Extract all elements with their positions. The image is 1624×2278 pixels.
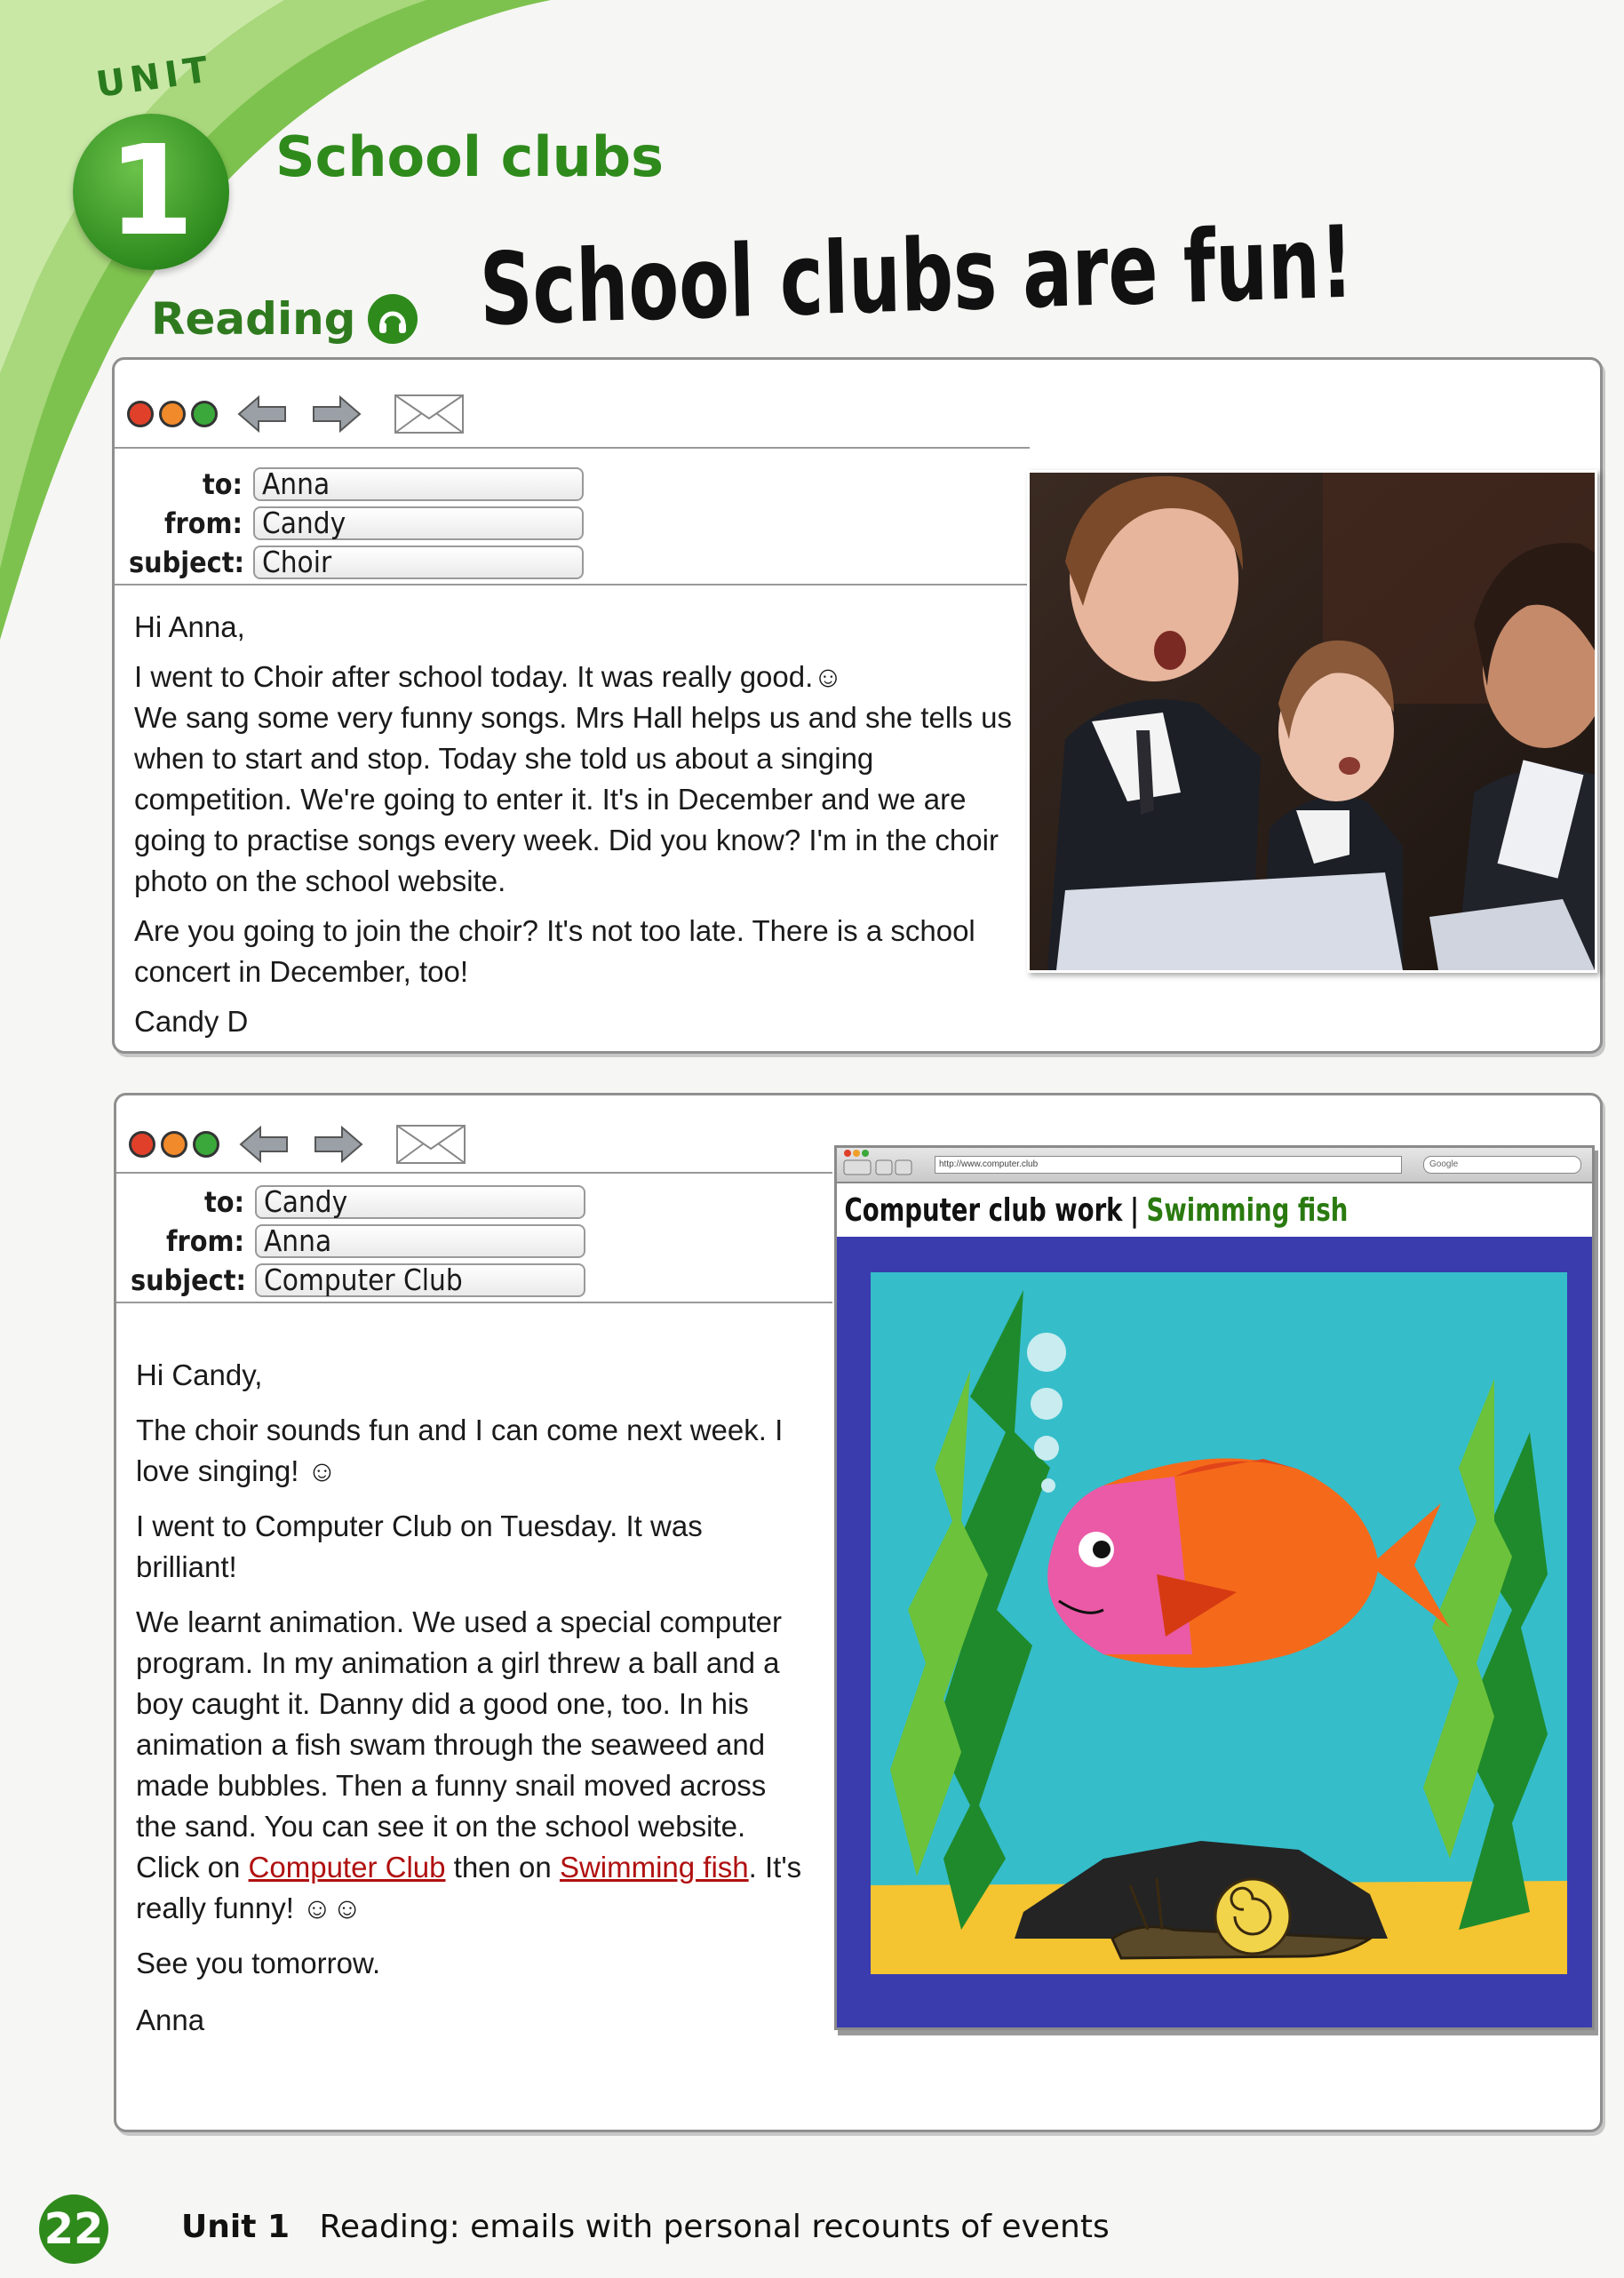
unit-title: School clubs [275,124,664,189]
unit-badge [73,114,229,270]
signoff: Anna [136,2003,205,2036]
subject-field[interactable]: Computer Club [255,1263,585,1297]
section-label [151,293,418,345]
maximize-dot[interactable] [191,401,218,427]
email-toolbar [129,1122,466,1167]
envelope-icon[interactable] [394,392,465,436]
window-dots [127,401,218,427]
from-field[interactable]: Candy [253,506,584,540]
swimming-fish-animation [837,1237,1592,2027]
footer [181,2209,1110,2245]
title-swimming-fish: Swimming fish [1146,1191,1349,1229]
subject-label: subject: [131,1263,246,1297]
back-arrow-icon[interactable] [235,392,291,436]
minimize-dot[interactable] [161,1131,187,1158]
header-divider [115,584,1030,585]
to-row [129,465,584,504]
url-bar[interactable]: http://www.computer.club [935,1156,1402,1174]
envelope-icon[interactable] [395,1122,466,1167]
signoff: Candy D [134,1005,249,1038]
toolbar-divider [116,1172,832,1174]
paragraph-text: The choir sounds fun and I can come next week. I love singing! [136,1414,784,1487]
paragraph [136,1602,811,1929]
paragraph: I went to Computer Club on Tuesday. It was brilliant! [136,1509,703,1583]
smiley-icon: ☺ [813,660,843,693]
swimming-fish-link[interactable]: Swimming fish [559,1851,749,1884]
paragraph: Are you going to join the choir? It's not too late. There is a school concert in December, too! [134,914,975,988]
subject-field[interactable]: Choir [253,546,584,579]
smiley-icon: ☺ [306,1454,338,1487]
paragraph-text: . It's really funny! [136,1851,802,1924]
close-dot[interactable] [127,401,154,427]
email-choir [112,357,1603,1054]
to-label: to: [202,467,243,501]
paragraph-text: We sang some very funny songs. Mrs Hall helps us and she tells us when to start and stop. Today she told us about a singing competition. We're going to enter it. It's in December and we are going to practise songs every week. Did you know? I'm in the choir photo on the school website. [134,701,1013,897]
closing: See you tomorrow. [136,1947,381,1979]
paragraph [136,1410,811,1492]
search-box[interactable]: Google [1423,1156,1581,1174]
browser-page-title [837,1183,1479,1239]
email-headers [129,465,584,582]
email-body [134,607,1023,1051]
unit-label: UNIT [93,49,216,106]
section-label-text: Reading [151,293,356,345]
close-dot[interactable] [129,1131,155,1158]
title-computer-club-work: Computer club work [844,1191,1123,1229]
from-label: from: [165,1224,244,1258]
greeting: Hi Anna, [134,610,245,643]
choir-photo [1027,470,1597,973]
paragraph-text: I went to Choir after school today. It was really good. [134,660,814,693]
to-field[interactable]: Anna [253,467,584,501]
to-row [131,1183,585,1222]
from-row [129,504,584,543]
paragraph-text: then on [453,1851,552,1884]
paragraph [134,657,1023,902]
greeting: Hi Candy, [136,1358,263,1391]
subject-label: subject: [129,546,244,579]
minimize-dot[interactable] [159,401,186,427]
email-body [136,1355,811,2050]
browser-nav-icons [840,1148,929,1182]
page-number-badge: 22 [39,2194,108,2264]
to-field[interactable]: Candy [255,1185,585,1219]
smiley-icon: ☺ [302,1892,332,1924]
email-computer-club [114,1093,1603,2132]
browser-window [834,1145,1595,2030]
smiley-icon: ☺ [331,1892,362,1924]
header-divider [116,1302,832,1303]
from-field[interactable]: Anna [255,1224,585,1258]
from-row [131,1222,585,1261]
forward-arrow-icon[interactable] [308,392,363,436]
subject-row [129,543,584,582]
paragraph-text: We learnt animation. We used a special computer program. In my animation a girl threw a ball and a boy caught it. Danny did a good one, too. In his animation a fish swam through the seaweed and made bubbles. Then a funny snail moved across the sand. You can see it on the school website. Click on [136,1605,782,1884]
email-headers [131,1183,585,1300]
window-dots [129,1131,219,1158]
footer-description: Reading: emails with personal recounts of events [319,2209,1110,2245]
subject-row [131,1261,585,1300]
title-separator: | [1129,1191,1140,1229]
unit-number: 1 [107,119,195,264]
email-toolbar [127,392,465,436]
forward-arrow-icon[interactable] [310,1122,365,1167]
browser-toolbar [837,1148,1592,1183]
from-label: from: [163,506,243,540]
toolbar-divider [115,447,1030,449]
to-label: to: [203,1185,244,1219]
back-arrow-icon[interactable] [237,1122,292,1167]
page-heading: School clubs are fun! [478,204,1355,348]
audio-icon[interactable] [368,294,418,344]
maximize-dot[interactable] [193,1131,219,1158]
footer-unit: Unit 1 [181,2209,290,2245]
computer-club-link[interactable]: Computer Club [248,1851,446,1884]
